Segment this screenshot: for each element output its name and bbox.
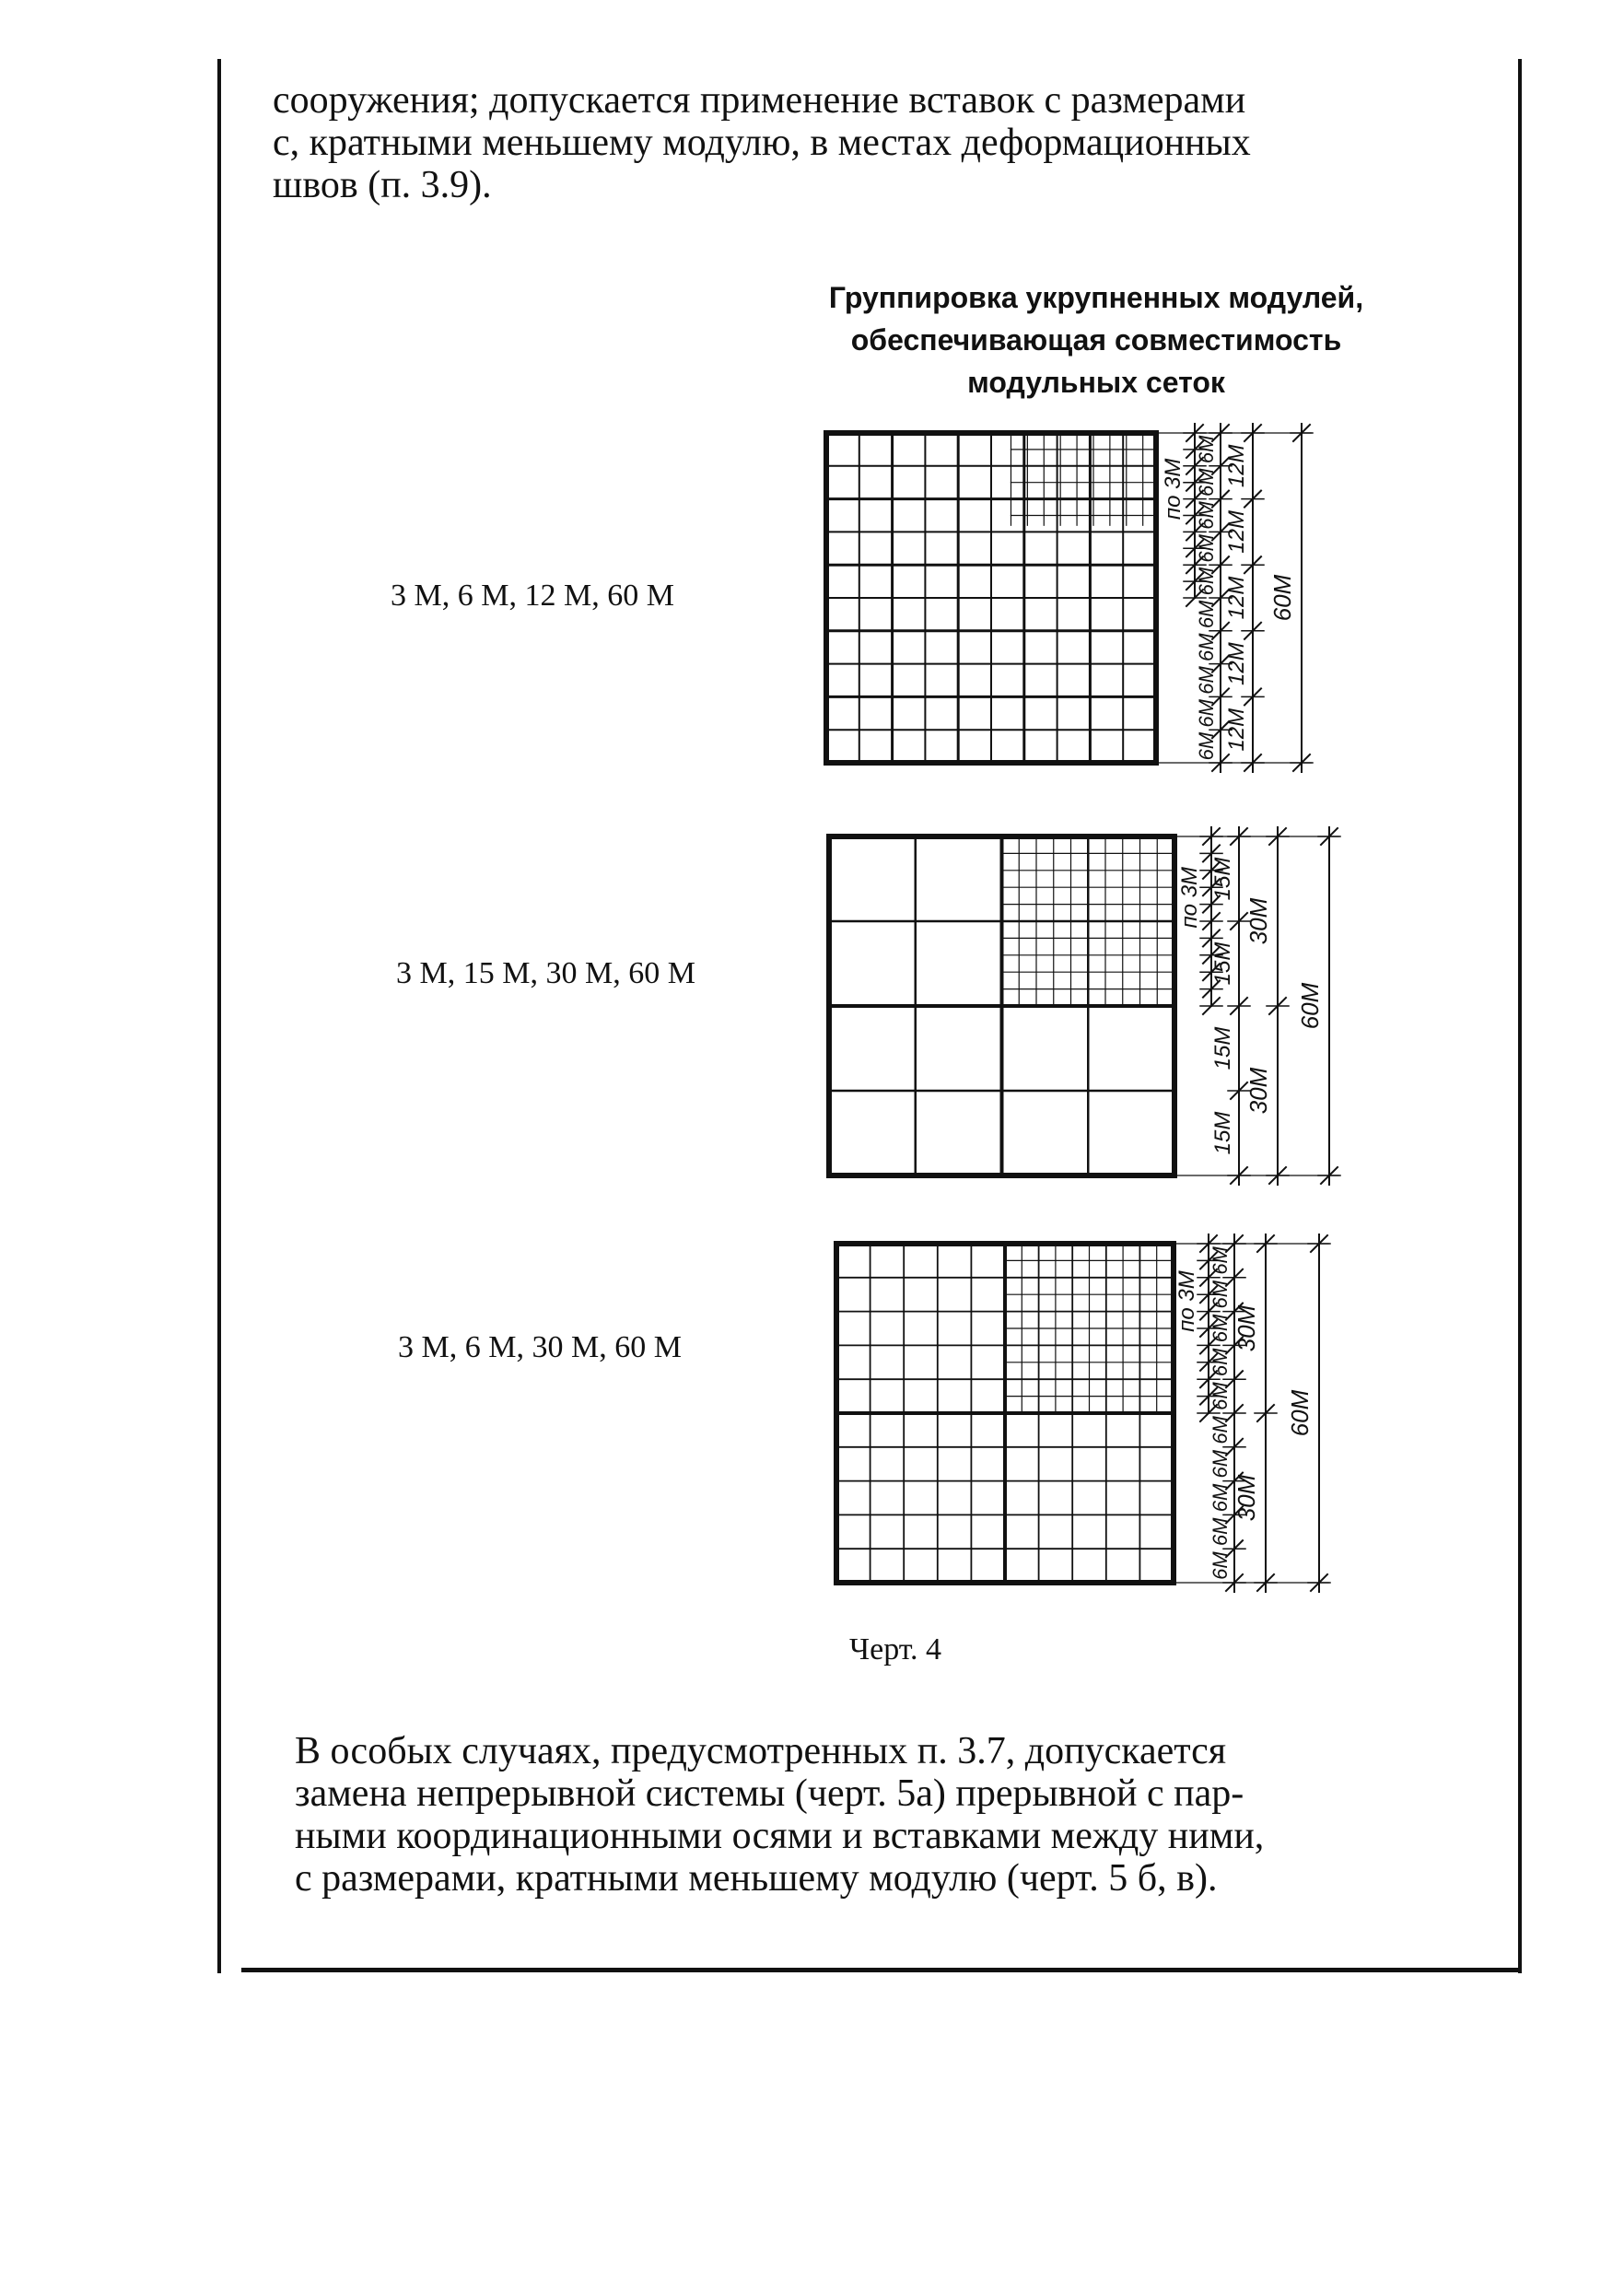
dimension-label-15m: 15М — [1210, 1111, 1235, 1155]
dimension-label-6m: 6М — [1209, 1382, 1232, 1410]
dimension-label-6m: 6М — [1209, 1551, 1232, 1580]
dimension-label-6m: 6М — [1195, 633, 1218, 661]
dimension-label-15m: 15М — [1210, 941, 1235, 986]
dimension-label-6m: 6М — [1195, 567, 1218, 596]
figure-title-line: Группировка укрупненных модулей, — [828, 281, 1364, 314]
dimension-label-6m: 6М — [1195, 699, 1218, 728]
dimension-label-60m: 60М — [1286, 1389, 1314, 1437]
top-line: швов (п. 3.9). — [273, 164, 492, 206]
bottom-line: с размерами, кратными меньшему модулю (черт. 5 б, в). — [295, 1857, 1218, 1900]
dimension-label-6m: 6М — [1209, 1416, 1232, 1444]
top-line: с, кратными меньшему модулю, в местах деформационных — [273, 122, 1251, 164]
dimension-label-60m: 60М — [1268, 574, 1296, 622]
dimension-label-30m: 30М — [1244, 1067, 1272, 1115]
dimension-label-6m: 6М — [1195, 731, 1218, 761]
dimension-label-6m: 6М — [1195, 534, 1218, 563]
dimension-label-3m: по 3М — [1177, 866, 1202, 929]
dimension-label-6m: 6М — [1209, 1517, 1232, 1547]
dimension-label-6m: 6М — [1209, 1314, 1232, 1343]
bottom-line: замена непрерывной системы (черт. 5а) прерывной с пар- — [295, 1772, 1244, 1815]
figure-caption: Черт. 4 — [849, 1632, 942, 1666]
dimension-label-30m: 30М — [1244, 897, 1272, 945]
dimension-label-6m: 6М — [1195, 435, 1218, 464]
dimension-label-6m: 6М — [1209, 1449, 1232, 1479]
dimension-label-30m: 30М — [1233, 1474, 1260, 1522]
dimension-label-3m: по 3М — [1174, 1270, 1199, 1332]
dimension-label-6m: 6М — [1195, 501, 1218, 530]
dimension-label-12m: 12М — [1224, 707, 1249, 752]
dimension-label-12m: 12М — [1224, 444, 1249, 488]
dimension-label-6m: 6М — [1209, 1280, 1232, 1309]
dimension-label-12m: 12М — [1224, 576, 1249, 620]
bottom-line: ными координационными осями и вставками между ними, — [295, 1815, 1265, 1857]
dimension-label-6m: 6М — [1209, 1348, 1232, 1377]
dimension-label-6m: 6М — [1195, 666, 1218, 695]
dimension-label-12m: 12М — [1224, 642, 1249, 685]
dimension-label-6m: 6М — [1195, 468, 1218, 497]
dimension-label-6m: 6М — [1209, 1246, 1232, 1275]
dimension-label-15m: 15М — [1210, 857, 1235, 901]
dimension-label-30m: 30М — [1233, 1304, 1260, 1352]
bottom-paragraph — [295, 1730, 1264, 1900]
figure-title-line: обеспечивающая совместимость — [850, 323, 1342, 357]
dimension-label-3m: по 3М — [1161, 458, 1186, 520]
dimension-label-12m: 12М — [1224, 510, 1249, 554]
dimension-label-6m: 6М — [1209, 1483, 1232, 1513]
dimension-label-60m: 60М — [1296, 982, 1324, 1030]
dimension-label-15m: 15М — [1210, 1026, 1235, 1070]
top-line: сооружения; допускается применение вставок с размерами — [273, 79, 1246, 122]
figure-title-line: модульных сеток — [967, 366, 1225, 399]
module-set-label-3: 3 М, 6 М, 30 М, 60 М — [398, 1330, 682, 1364]
module-set-label-1: 3 М, 6 М, 12 М, 60 М — [391, 579, 674, 613]
module-set-label-2: 3 М, 15 М, 30 М, 60 М — [396, 956, 695, 990]
dimension-label-6m: 6М — [1195, 600, 1218, 629]
bottom-line: В особых случаях, предусмотренных п. 3.7, допускается — [295, 1730, 1227, 1772]
